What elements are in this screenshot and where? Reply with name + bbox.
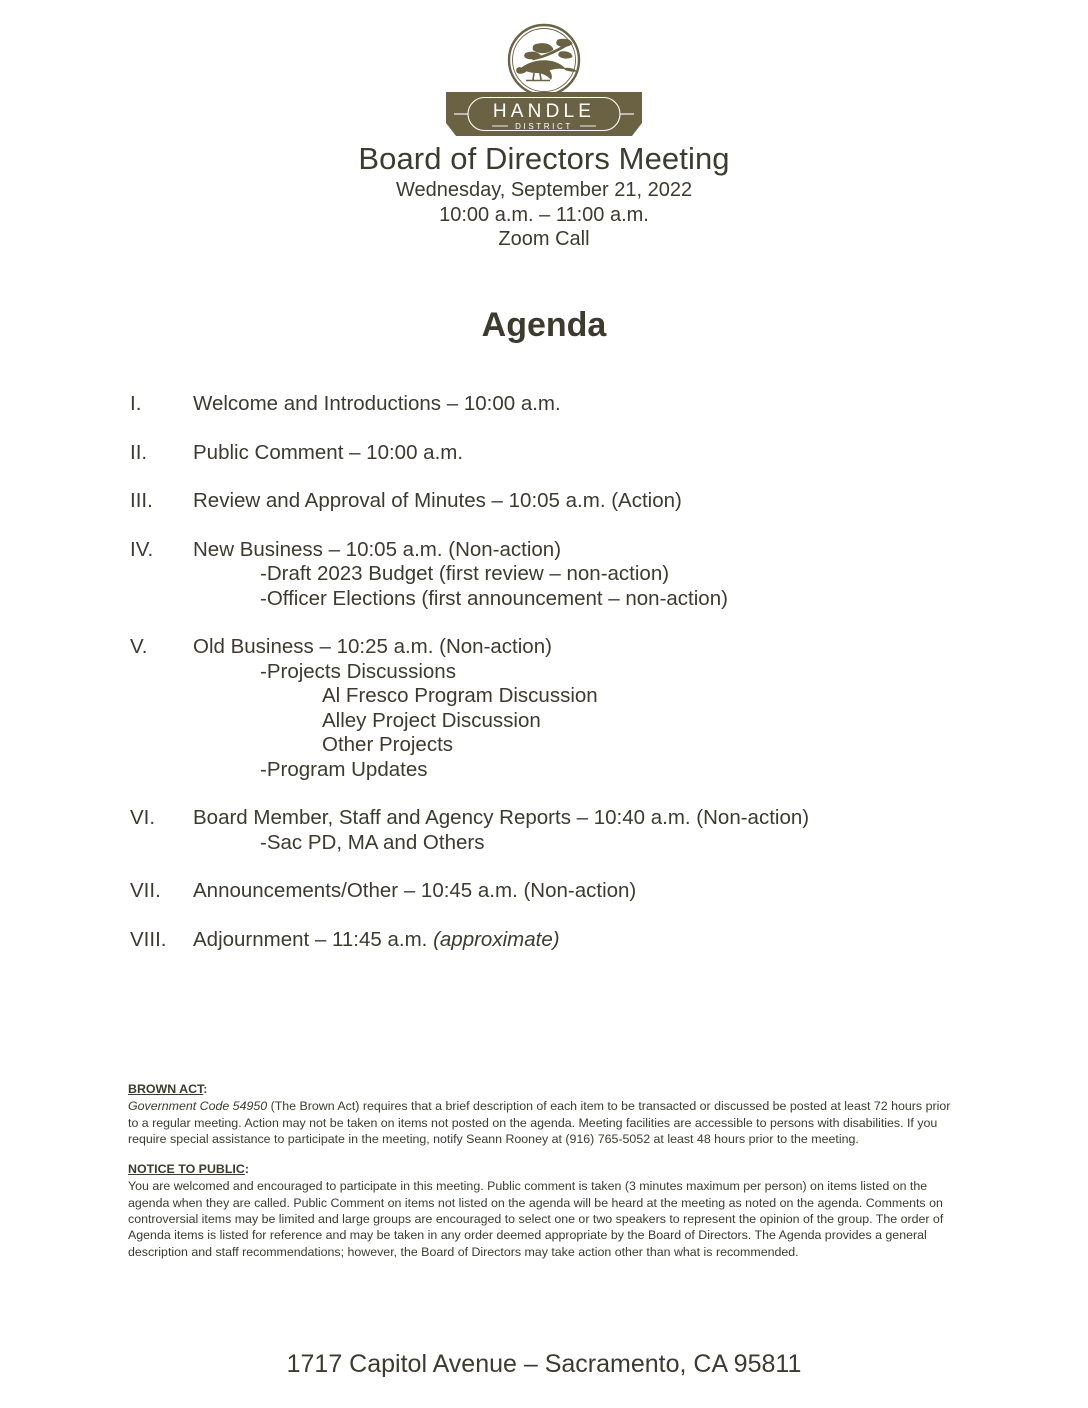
handle-district-wordmark-banner <box>446 92 642 136</box>
agenda-item-label: Old Business – 10:25 a.m. (Non-action) <box>193 635 552 658</box>
agenda-item-label-text: Adjournment – 11:45 a.m. <box>193 927 434 951</box>
agenda-item-label: Review and Approval of Minutes – 10:05 a.m. (Action) <box>193 489 682 512</box>
meeting-location: Zoom Call <box>498 228 590 250</box>
agenda-item-numeral: III. <box>130 489 153 512</box>
agenda-subsubitem: Al Fresco Program Discussion <box>322 684 598 707</box>
agenda-item-label: New Business – 10:05 a.m. (Non-action) <box>193 537 562 561</box>
agenda-heading: Agenda <box>481 306 607 344</box>
agenda-item <box>130 806 990 855</box>
page-title: Board of Directors Meeting <box>358 141 730 176</box>
agenda-item <box>130 879 990 904</box>
agenda-item <box>130 538 990 612</box>
agenda-subitem: -Program Updates <box>260 757 428 781</box>
agenda-item <box>130 489 990 514</box>
agenda-item <box>130 635 990 782</box>
bird-and-branch-emblem <box>498 22 590 98</box>
agenda-subitem: -Projects Discussions <box>260 659 456 683</box>
logo-wordmark: HANDLE <box>492 101 596 122</box>
agenda-item-label: Board Member, Staff and Agency Reports – 10:40 a.m. (Non-action) <box>193 806 810 829</box>
notice-to-public-heading-colon: : <box>244 1162 249 1177</box>
brown-act-code-citation: Government Code 54950 <box>128 1099 268 1114</box>
agenda-subitem: -Sac PD, MA and Others <box>260 830 485 854</box>
document-header <box>0 140 1088 252</box>
agenda-subsubitem: Alley Project Discussion <box>322 708 541 732</box>
notice-to-public-heading <box>128 1161 956 1177</box>
agenda-item-label: Welcome and Introductions – 10:00 a.m. <box>193 392 561 415</box>
agenda-item-label-italic: (approximate) <box>433 927 560 951</box>
handle-district-logo <box>0 22 1088 136</box>
meeting-date: Wednesday, September 21, 2022 <box>395 179 693 201</box>
agenda-subsubitem: Other Projects <box>322 733 454 756</box>
notice-to-public-body: You are welcomed and encouraged to participate in this meeting. Public comment is taken (3 minutes maximum per person) on items listed on the agenda when they are called. Public Comment on items not listed on the agenda will be heard at the meeting as noted on the agenda. Comments on controversial items may be limited and large groups are encouraged to select one or two speakers to represent the opinion of the group. The order of Agenda items is listed for reference and may be taken in any order deemed appropriate by the Board of Directors. The Agenda provides a general description and staff recommendations; however, the Board of Directors may take action other than what is recommended. <box>128 1179 944 1259</box>
brown-act-body-text: (The Brown Act) requires that a brief description of each item to be transacted or discussed be posted at least 72 hours prior to a regular meeting. Action may not be taken on items not posted on the agenda. Meeting facilities are accessible to persons with disabilities. If you require special assistance to participate in the meeting, notify Seann Rooney at (916) 765-5052 at least 48 hours prior to the meeting. <box>128 1099 951 1146</box>
agenda-item <box>130 928 990 953</box>
agenda-item-numeral: II. <box>130 440 148 464</box>
agenda-list <box>130 392 990 952</box>
footnotes <box>128 1081 956 1260</box>
agenda-item <box>130 441 990 466</box>
agenda-item-label: Public Comment – 10:00 a.m. <box>193 440 464 464</box>
brown-act-block <box>128 1081 956 1147</box>
notice-to-public-heading-text: NOTICE TO PUBLIC <box>128 1162 245 1177</box>
agenda-item-numeral: VI. <box>130 806 156 829</box>
brown-act-heading-text: BROWN ACT <box>128 1082 204 1096</box>
agenda-item-numeral: IV. <box>130 537 154 561</box>
agenda-subitem: -Officer Elections (first announcement – non-action) <box>260 586 728 610</box>
agenda-item <box>130 392 990 417</box>
agenda-subitem: -Draft 2023 Budget (first review – non-action) <box>260 562 670 585</box>
brown-act-heading-colon: : <box>203 1082 208 1096</box>
agenda-item-numeral: I. <box>130 392 142 415</box>
agenda-item-label: Announcements/Other – 10:45 a.m. (Non-action) <box>193 879 637 902</box>
agenda-item-numeral: VIII. <box>130 927 167 951</box>
agenda-item-numeral: V. <box>130 635 148 658</box>
brown-act-body <box>128 1098 956 1147</box>
meeting-time: 10:00 a.m. – 11:00 a.m. <box>439 203 649 226</box>
logo-sub-wordmark: DISTRICT <box>515 122 573 131</box>
agenda-item-numeral: VII. <box>130 879 161 902</box>
notice-to-public-block <box>128 1161 956 1260</box>
agenda-item-label <box>193 928 990 953</box>
address-footer: 1717 Capitol Avenue – Sacramento, CA 95811 <box>286 1350 802 1378</box>
brown-act-heading <box>128 1081 956 1097</box>
